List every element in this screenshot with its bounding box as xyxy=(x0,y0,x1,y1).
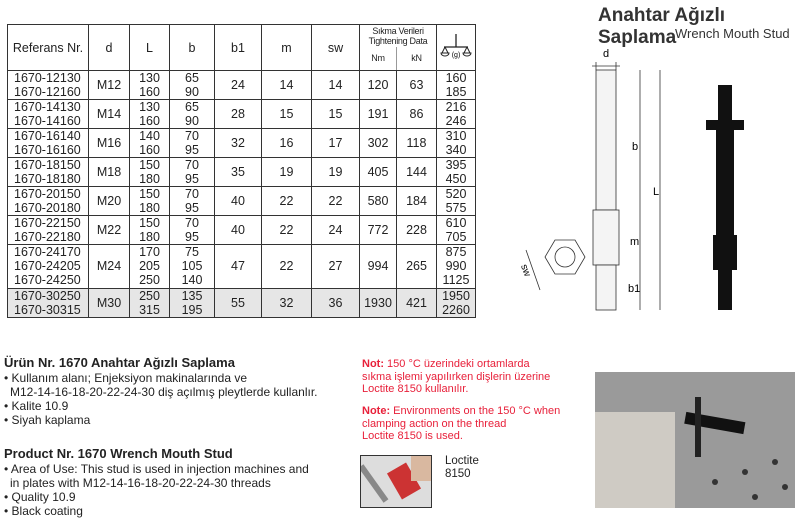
note-label: Not: xyxy=(362,358,384,370)
note-line: Loctite 8150 kullanılır. xyxy=(362,383,469,395)
cell-value: 65 xyxy=(185,71,199,85)
table-row xyxy=(8,71,476,100)
cell-value: 1670-14130 xyxy=(14,100,81,114)
cell-nm: 580 xyxy=(360,187,397,216)
cell-m: 22 xyxy=(262,216,312,245)
cell-value: 185 xyxy=(445,85,467,99)
cell-m: 22 xyxy=(262,245,312,289)
en-item: • Area of Use: This stud is used in injection machines and xyxy=(4,462,309,476)
cell-value: 140 xyxy=(139,129,160,143)
en-heading: Product Nr. 1670 Wrench Mouth Stud xyxy=(4,446,233,461)
cell-value: 105 xyxy=(181,259,203,274)
tr-item: • Siyah kaplama xyxy=(4,413,91,427)
note-line: sıkma işlemi yapılırken dişlerin üzerine xyxy=(362,370,551,383)
cell-b xyxy=(170,216,215,245)
cell-m: 15 xyxy=(262,100,312,129)
cell-nm: 994 xyxy=(360,245,397,289)
cell-value: 95 xyxy=(185,143,199,157)
cell-value: 180 xyxy=(139,172,160,186)
cell-sw: 24 xyxy=(312,216,360,245)
cell-kn: 184 xyxy=(397,187,437,216)
cell-ref xyxy=(8,216,89,245)
page-title: Anahtar Ağızlı Saplama xyxy=(598,5,726,48)
cell-w xyxy=(437,216,476,245)
cell-d: M20 xyxy=(89,187,130,216)
cell-value: 310 xyxy=(445,129,467,143)
col-sw: sw xyxy=(312,25,360,71)
cell-value: 875 xyxy=(445,245,467,260)
cell-w xyxy=(437,71,476,100)
cell-value: 450 xyxy=(445,172,467,186)
cell-ref xyxy=(8,71,89,100)
cell-value: 1670-12160 xyxy=(14,85,81,99)
cell-ref xyxy=(8,187,89,216)
cell-value: 95 xyxy=(185,201,199,215)
cell-value: 160 xyxy=(139,114,160,128)
cell-sw: 22 xyxy=(312,187,360,216)
cell-kn: 118 xyxy=(397,129,437,158)
cell-m: 16 xyxy=(262,129,312,158)
cell-value: 1670-22150 xyxy=(14,216,81,230)
cell-sw: 36 xyxy=(312,288,360,317)
cell-b1: 32 xyxy=(215,129,262,158)
cell-kn: 63 xyxy=(397,71,437,100)
cell-w xyxy=(437,288,476,317)
cell-value: 180 xyxy=(139,230,160,244)
cell-sw: 15 xyxy=(312,100,360,129)
cell-value: 1670-16140 xyxy=(14,129,81,143)
cell-value: 90 xyxy=(185,114,199,128)
cell-L xyxy=(130,71,170,100)
table-row xyxy=(8,288,476,317)
cell-value: 1670-18180 xyxy=(14,172,81,186)
cell-value: 160 xyxy=(139,85,160,99)
cell-value: 1670-12130 xyxy=(14,71,81,85)
cell-value: 575 xyxy=(445,201,467,215)
col-ref: Referans Nr. xyxy=(8,25,89,71)
cell-value: 250 xyxy=(139,288,160,303)
cell-sw: 27 xyxy=(312,245,360,289)
cell-value: 70 xyxy=(185,129,199,143)
table-row xyxy=(8,187,476,216)
cell-value: 2260 xyxy=(442,302,470,317)
cell-kn: 228 xyxy=(397,216,437,245)
cell-m: 14 xyxy=(262,71,312,100)
cell-w xyxy=(437,187,476,216)
cell-value: 95 xyxy=(185,172,199,186)
table-row xyxy=(8,245,476,289)
cell-value: 70 xyxy=(185,158,199,172)
cell-value: 250 xyxy=(139,273,160,288)
dim-b: b xyxy=(632,141,639,153)
cell-value: 1670-14160 xyxy=(14,114,81,128)
cell-sw: 14 xyxy=(312,71,360,100)
application-photo xyxy=(595,372,795,508)
table-row xyxy=(8,216,476,245)
cell-value: 216 xyxy=(445,100,467,114)
spec-table xyxy=(7,24,476,318)
cell-d: M30 xyxy=(89,288,130,317)
note-turkish xyxy=(362,358,550,396)
cell-d: M18 xyxy=(89,158,130,187)
cell-d: M24 xyxy=(89,245,130,289)
cell-value: 95 xyxy=(185,230,199,244)
cell-value: 1670-20180 xyxy=(14,201,81,215)
table-row xyxy=(8,129,476,158)
cell-value: 1670-20150 xyxy=(14,187,81,201)
svg-text:(g): (g) xyxy=(451,52,461,59)
col-tightening: Sıkma Verileri Tightening Data xyxy=(360,25,437,47)
cell-m: 22 xyxy=(262,187,312,216)
cell-value: 170 xyxy=(139,245,160,260)
cell-value: 340 xyxy=(445,143,467,157)
cell-m: 32 xyxy=(262,288,312,317)
table-row xyxy=(8,100,476,129)
cell-L xyxy=(130,100,170,129)
cell-ref xyxy=(8,288,89,317)
cell-value: 1670-30250 xyxy=(14,288,81,303)
cell-value: 150 xyxy=(139,158,160,172)
cell-b1: 35 xyxy=(215,158,262,187)
cell-value: 520 xyxy=(445,187,467,201)
cell-value: 135 xyxy=(181,288,203,303)
cell-value: 130 xyxy=(139,71,160,85)
cell-b xyxy=(170,187,215,216)
table-row xyxy=(8,158,476,187)
cell-L xyxy=(130,288,170,317)
cell-value: 150 xyxy=(139,187,160,201)
cell-nm: 772 xyxy=(360,216,397,245)
stud-drawing xyxy=(500,40,799,330)
cell-value: 315 xyxy=(139,302,160,317)
cell-value: 205 xyxy=(139,259,160,274)
col-kn: kN xyxy=(397,47,437,71)
cell-value: 75 xyxy=(185,245,199,260)
cell-w xyxy=(437,100,476,129)
cell-nm: 1930 xyxy=(360,288,397,317)
cell-value: 150 xyxy=(139,216,160,230)
cell-value: 180 xyxy=(139,201,160,215)
loctite-photo xyxy=(360,455,432,508)
col-d: d xyxy=(89,25,130,71)
cell-value: 195 xyxy=(181,302,203,317)
en-item: in plates with M12-14-16-18-20-22-24-30 threads xyxy=(10,476,271,490)
cell-L xyxy=(130,129,170,158)
cell-d: M22 xyxy=(89,216,130,245)
cell-value: 705 xyxy=(445,230,467,244)
cell-value: 610 xyxy=(445,216,467,230)
cell-ref xyxy=(8,129,89,158)
note-line: Environments on the 150 °C when xyxy=(390,405,561,417)
cell-w xyxy=(437,158,476,187)
note-english xyxy=(362,405,560,443)
cell-kn: 421 xyxy=(397,288,437,317)
dim-m: m xyxy=(630,236,640,248)
cell-sw: 19 xyxy=(312,158,360,187)
cell-nm: 405 xyxy=(360,158,397,187)
cell-value: 1950 xyxy=(442,288,470,303)
cell-value: 1670-24205 xyxy=(14,259,81,274)
cell-kn: 265 xyxy=(397,245,437,289)
cell-b xyxy=(170,129,215,158)
dim-b1: b1 xyxy=(628,283,641,295)
cell-L xyxy=(130,216,170,245)
cell-value: 65 xyxy=(185,100,199,114)
cell-value: 1670-24170 xyxy=(14,245,81,260)
cell-m: 19 xyxy=(262,158,312,187)
page-subtitle: Wrench Mouth Stud xyxy=(675,26,790,41)
en-item: • Quality 10.9 xyxy=(4,490,76,504)
cell-ref xyxy=(8,100,89,129)
cell-d: M14 xyxy=(89,100,130,129)
cell-value: 1670-24250 xyxy=(14,273,81,288)
turkish-description xyxy=(4,356,317,427)
cell-value: 1125 xyxy=(442,273,470,288)
cell-L xyxy=(130,245,170,289)
col-b1: b1 xyxy=(215,25,262,71)
cell-sw: 17 xyxy=(312,129,360,158)
cell-ref xyxy=(8,245,89,289)
cell-d: M16 xyxy=(89,129,130,158)
loctite-label xyxy=(445,455,479,481)
cell-b xyxy=(170,100,215,129)
cell-b1: 55 xyxy=(215,288,262,317)
cell-d: M12 xyxy=(89,71,130,100)
tr-item: M12-14-16-18-20-22-24-30 diş açılmış pleytlerde kullanlır. xyxy=(10,385,318,399)
cell-value: 90 xyxy=(185,85,199,99)
cell-L xyxy=(130,187,170,216)
cell-b xyxy=(170,158,215,187)
cell-value: 1670-18150 xyxy=(14,158,81,172)
loctite-line: Loctite xyxy=(445,455,479,467)
note-line: 150 °C üzerindeki ortamlarda xyxy=(384,358,530,370)
en-item: • Black coating xyxy=(4,504,83,518)
cell-value: 1670-16160 xyxy=(14,143,81,157)
cell-value: 246 xyxy=(445,114,467,128)
note-line: Loctite 8150 is used. xyxy=(362,430,463,442)
cell-value: 70 xyxy=(185,187,199,201)
english-description xyxy=(4,447,309,518)
cell-b xyxy=(170,245,215,289)
note-label: Note: xyxy=(362,405,391,417)
cell-value: 990 xyxy=(445,259,467,274)
col-nm: Nm xyxy=(360,47,397,71)
tr-item: • Kalite 10.9 xyxy=(4,399,69,413)
cell-value: 70 xyxy=(185,216,199,230)
cell-b1: 28 xyxy=(215,100,262,129)
cell-b xyxy=(170,288,215,317)
cell-b1: 24 xyxy=(215,71,262,100)
cell-value: 1670-30315 xyxy=(14,302,81,317)
cell-nm: 302 xyxy=(360,129,397,158)
cell-value: 140 xyxy=(181,273,203,288)
col-L: L xyxy=(130,25,170,71)
cell-b xyxy=(170,71,215,100)
cell-b1: 47 xyxy=(215,245,262,289)
cell-w xyxy=(437,245,476,289)
cell-b1: 40 xyxy=(215,187,262,216)
cell-nm: 120 xyxy=(360,71,397,100)
cell-nm: 191 xyxy=(360,100,397,129)
col-weight xyxy=(437,25,476,71)
cell-value: 1670-22180 xyxy=(14,230,81,244)
cell-b1: 40 xyxy=(215,216,262,245)
cell-w xyxy=(437,129,476,158)
cell-kn: 144 xyxy=(397,158,437,187)
cell-kn: 86 xyxy=(397,100,437,129)
cell-L xyxy=(130,158,170,187)
tr-heading: Ürün Nr. 1670 Anahtar Ağızlı Saplama xyxy=(4,355,235,370)
note-line: clamping action on the thread xyxy=(362,417,507,430)
loctite-line: 8150 xyxy=(445,468,471,480)
dim-L: L xyxy=(653,186,660,198)
scale-icon xyxy=(440,31,472,61)
cell-value: 395 xyxy=(445,158,467,172)
col-m: m xyxy=(262,25,312,71)
cell-value: 130 xyxy=(139,100,160,114)
dim-d: d xyxy=(603,48,610,60)
cell-ref xyxy=(8,158,89,187)
dim-sw: sw xyxy=(518,262,533,279)
col-b: b xyxy=(170,25,215,71)
cell-value: 160 xyxy=(139,143,160,157)
cell-value: 160 xyxy=(445,71,467,85)
tr-item: • Kullanım alanı; Enjeksiyon makinalarında ve xyxy=(4,371,247,385)
